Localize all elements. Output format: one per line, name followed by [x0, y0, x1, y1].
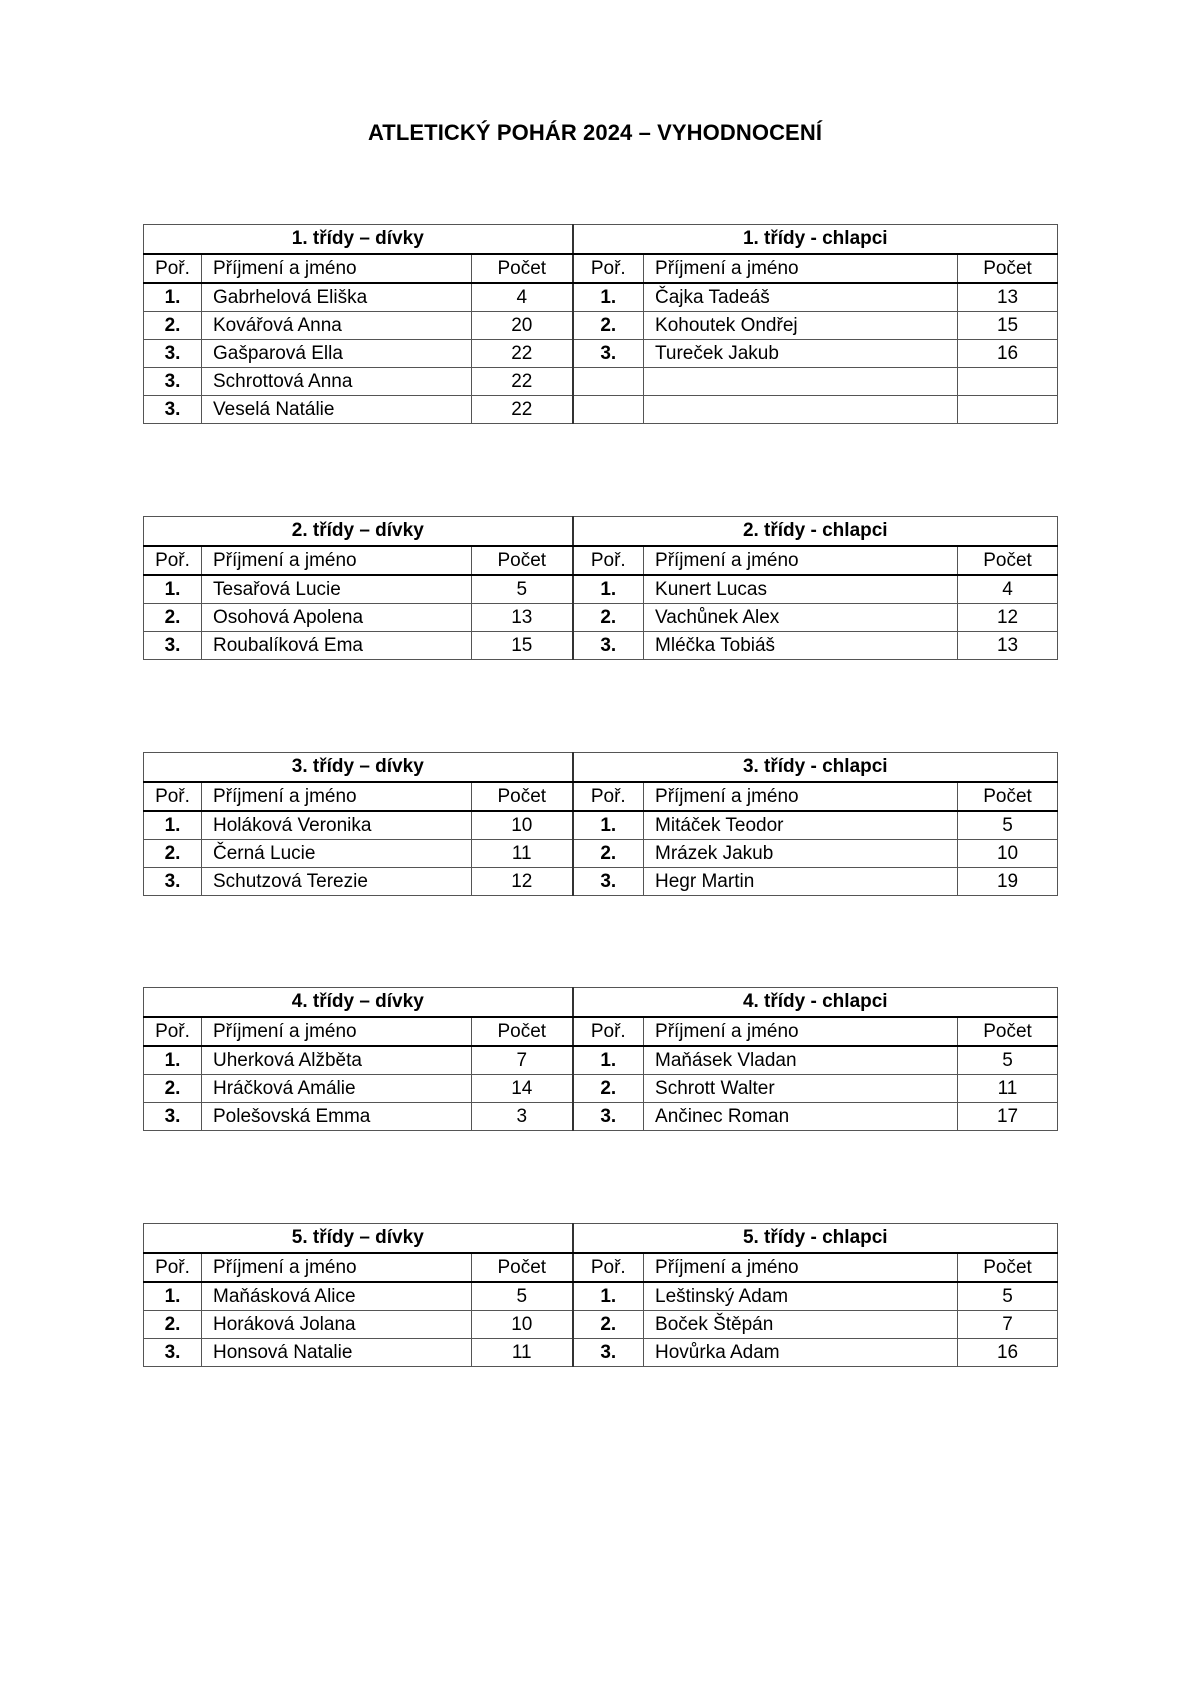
count-column-header: Počet	[472, 254, 573, 283]
girl-count: 14	[472, 1075, 573, 1103]
rank-column-header: Poř.	[144, 254, 202, 283]
rank-column-header: Poř.	[573, 546, 644, 575]
girl-rank: 1.	[144, 1046, 202, 1075]
boy-rank: 3.	[573, 868, 644, 896]
boy-name	[644, 396, 958, 424]
table-row	[144, 1311, 1058, 1339]
girl-rank: 2.	[144, 1311, 202, 1339]
category-header-row	[144, 988, 1058, 1018]
girl-name: Gabrhelová Eliška	[202, 283, 472, 312]
rank-column-header: Poř.	[573, 782, 644, 811]
boy-count: 10	[958, 840, 1058, 868]
table-row	[144, 604, 1058, 632]
boy-rank: 1.	[573, 283, 644, 312]
girls-category-title: 3. třídy – dívky	[144, 753, 573, 783]
table-row	[144, 840, 1058, 868]
table-row	[144, 1282, 1058, 1311]
rank-column-header: Poř.	[573, 1017, 644, 1046]
name-column-header: Příjmení a jméno	[644, 254, 958, 283]
girl-count: 20	[472, 312, 573, 340]
girl-name: Honsová Natalie	[202, 1339, 472, 1367]
boy-rank: 2.	[573, 1075, 644, 1103]
table-row	[144, 1075, 1058, 1103]
boy-count: 13	[958, 283, 1058, 312]
boy-count: 13	[958, 632, 1058, 660]
count-column-header: Počet	[958, 1253, 1058, 1282]
results-table-grade-1	[143, 224, 1058, 424]
category-header-row	[144, 1224, 1058, 1254]
girl-rank: 2.	[144, 312, 202, 340]
results-table-grade-5	[143, 1223, 1058, 1367]
table-row	[144, 340, 1058, 368]
table-row	[144, 283, 1058, 312]
rank-column-header: Poř.	[144, 1253, 202, 1282]
girl-count: 13	[472, 604, 573, 632]
rank-column-header: Poř.	[144, 546, 202, 575]
count-column-header: Počet	[958, 1017, 1058, 1046]
boy-name: Kunert Lucas	[644, 575, 958, 604]
name-column-header: Příjmení a jméno	[644, 782, 958, 811]
girl-name: Černá Lucie	[202, 840, 472, 868]
count-column-header: Počet	[958, 782, 1058, 811]
name-column-header: Příjmení a jméno	[644, 1253, 958, 1282]
rank-column-header: Poř.	[573, 254, 644, 283]
count-column-header: Počet	[472, 546, 573, 575]
boy-count: 19	[958, 868, 1058, 896]
girl-rank: 3.	[144, 396, 202, 424]
table-row	[144, 396, 1058, 424]
name-column-header: Příjmení a jméno	[202, 254, 472, 283]
girl-rank: 3.	[144, 1339, 202, 1367]
girls-category-title: 4. třídy – dívky	[144, 988, 573, 1018]
girl-rank: 3.	[144, 340, 202, 368]
table-row	[144, 632, 1058, 660]
girl-name: Schutzová Terezie	[202, 868, 472, 896]
girl-name: Maňásková Alice	[202, 1282, 472, 1311]
boy-name: Hegr Martin	[644, 868, 958, 896]
girl-name: Holáková Veronika	[202, 811, 472, 840]
boy-count: 17	[958, 1103, 1058, 1131]
boy-rank	[573, 396, 644, 424]
boy-count	[958, 396, 1058, 424]
boys-category-title: 5. třídy - chlapci	[573, 1224, 1058, 1254]
table-row	[144, 811, 1058, 840]
girl-name: Schrottová Anna	[202, 368, 472, 396]
boy-name: Tureček Jakub	[644, 340, 958, 368]
category-header-row	[144, 753, 1058, 783]
boy-count: 16	[958, 1339, 1058, 1367]
girls-category-title: 5. třídy – dívky	[144, 1224, 573, 1254]
girl-name: Roubalíková Ema	[202, 632, 472, 660]
boys-category-title: 4. třídy - chlapci	[573, 988, 1058, 1018]
table-row	[144, 1103, 1058, 1131]
page-title: ATLETICKÝ POHÁR 2024 – VYHODNOCENÍ	[367, 120, 823, 145]
boy-rank: 2.	[573, 312, 644, 340]
boy-rank: 3.	[573, 1103, 644, 1131]
girl-name: Horáková Jolana	[202, 1311, 472, 1339]
boy-name: Mitáček Teodor	[644, 811, 958, 840]
boys-category-title: 2. třídy - chlapci	[573, 517, 1058, 547]
boy-rank: 2.	[573, 604, 644, 632]
column-header-row	[144, 782, 1058, 811]
category-header-row	[144, 517, 1058, 547]
girl-name: Uherková Alžběta	[202, 1046, 472, 1075]
girl-name: Gašparová Ella	[202, 340, 472, 368]
name-column-header: Příjmení a jméno	[644, 546, 958, 575]
table-row	[144, 868, 1058, 896]
boy-rank: 2.	[573, 1311, 644, 1339]
girl-count: 5	[472, 575, 573, 604]
boy-rank: 2.	[573, 840, 644, 868]
boy-name: Mrázek Jakub	[644, 840, 958, 868]
boy-name: Ančinec Roman	[644, 1103, 958, 1131]
boy-count: 5	[958, 1046, 1058, 1075]
girl-rank: 3.	[144, 868, 202, 896]
girl-count: 11	[472, 1339, 573, 1367]
boy-count: 11	[958, 1075, 1058, 1103]
boy-name: Leštinský Adam	[644, 1282, 958, 1311]
boy-count: 7	[958, 1311, 1058, 1339]
table-row	[144, 312, 1058, 340]
boy-count: 15	[958, 312, 1058, 340]
girl-count: 12	[472, 868, 573, 896]
boy-name: Vachůnek Alex	[644, 604, 958, 632]
girl-count: 22	[472, 340, 573, 368]
column-header-row	[144, 1253, 1058, 1282]
boy-rank: 1.	[573, 1046, 644, 1075]
girl-count: 10	[472, 811, 573, 840]
category-header-row	[144, 225, 1058, 255]
results-table-grade-3	[143, 752, 1058, 896]
boy-count: 5	[958, 1282, 1058, 1311]
boy-rank: 1.	[573, 575, 644, 604]
boy-name: Schrott Walter	[644, 1075, 958, 1103]
boy-count: 12	[958, 604, 1058, 632]
girl-rank: 3.	[144, 632, 202, 660]
rank-column-header: Poř.	[573, 1253, 644, 1282]
girl-count: 22	[472, 396, 573, 424]
boy-count	[958, 368, 1058, 396]
table-row	[144, 1046, 1058, 1075]
column-header-row	[144, 546, 1058, 575]
girls-category-title: 2. třídy – dívky	[144, 517, 573, 547]
name-column-header: Příjmení a jméno	[202, 546, 472, 575]
rank-column-header: Poř.	[144, 1017, 202, 1046]
boys-category-title: 1. třídy - chlapci	[573, 225, 1058, 255]
boy-rank	[573, 368, 644, 396]
name-column-header: Příjmení a jméno	[202, 1253, 472, 1282]
girl-count: 5	[472, 1282, 573, 1311]
boy-rank: 3.	[573, 1339, 644, 1367]
girl-count: 3	[472, 1103, 573, 1131]
table-row	[144, 368, 1058, 396]
boy-count: 5	[958, 811, 1058, 840]
boy-name: Maňásek Vladan	[644, 1046, 958, 1075]
boy-name: Hovůrka Adam	[644, 1339, 958, 1367]
girl-count: 15	[472, 632, 573, 660]
results-table-grade-4	[143, 987, 1058, 1131]
rank-column-header: Poř.	[144, 782, 202, 811]
count-column-header: Počet	[472, 782, 573, 811]
girl-count: 22	[472, 368, 573, 396]
name-column-header: Příjmení a jméno	[644, 1017, 958, 1046]
girls-category-title: 1. třídy – dívky	[144, 225, 573, 255]
column-header-row	[144, 1017, 1058, 1046]
girl-name: Hráčková Amálie	[202, 1075, 472, 1103]
boy-name: Mléčka Tobiáš	[644, 632, 958, 660]
name-column-header: Příjmení a jméno	[202, 782, 472, 811]
girl-rank: 3.	[144, 368, 202, 396]
girl-name: Kovářová Anna	[202, 312, 472, 340]
girl-rank: 3.	[144, 1103, 202, 1131]
girl-rank: 1.	[144, 1282, 202, 1311]
boy-name: Kohoutek Ondřej	[644, 312, 958, 340]
boy-name: Boček Štěpán	[644, 1311, 958, 1339]
girl-rank: 1.	[144, 283, 202, 312]
table-row	[144, 1339, 1058, 1367]
girl-rank: 2.	[144, 840, 202, 868]
column-header-row	[144, 254, 1058, 283]
girl-rank: 1.	[144, 575, 202, 604]
count-column-header: Počet	[472, 1017, 573, 1046]
count-column-header: Počet	[472, 1253, 573, 1282]
girl-name: Veselá Natálie	[202, 396, 472, 424]
girl-name: Polešovská Emma	[202, 1103, 472, 1131]
count-column-header: Počet	[958, 546, 1058, 575]
boy-rank: 3.	[573, 632, 644, 660]
girl-name: Osohová Apolena	[202, 604, 472, 632]
boys-category-title: 3. třídy - chlapci	[573, 753, 1058, 783]
boy-count: 16	[958, 340, 1058, 368]
table-row	[144, 575, 1058, 604]
girl-count: 10	[472, 1311, 573, 1339]
girl-count: 4	[472, 283, 573, 312]
boy-rank: 1.	[573, 1282, 644, 1311]
girl-rank: 2.	[144, 604, 202, 632]
boy-count: 4	[958, 575, 1058, 604]
name-column-header: Příjmení a jméno	[202, 1017, 472, 1046]
girl-name: Tesařová Lucie	[202, 575, 472, 604]
girl-count: 7	[472, 1046, 573, 1075]
girl-rank: 1.	[144, 811, 202, 840]
results-table-grade-2	[143, 516, 1058, 660]
boy-name: Čajka Tadeáš	[644, 283, 958, 312]
boy-rank: 1.	[573, 811, 644, 840]
girl-count: 11	[472, 840, 573, 868]
count-column-header: Počet	[958, 254, 1058, 283]
boy-rank: 3.	[573, 340, 644, 368]
boy-name	[644, 368, 958, 396]
girl-rank: 2.	[144, 1075, 202, 1103]
